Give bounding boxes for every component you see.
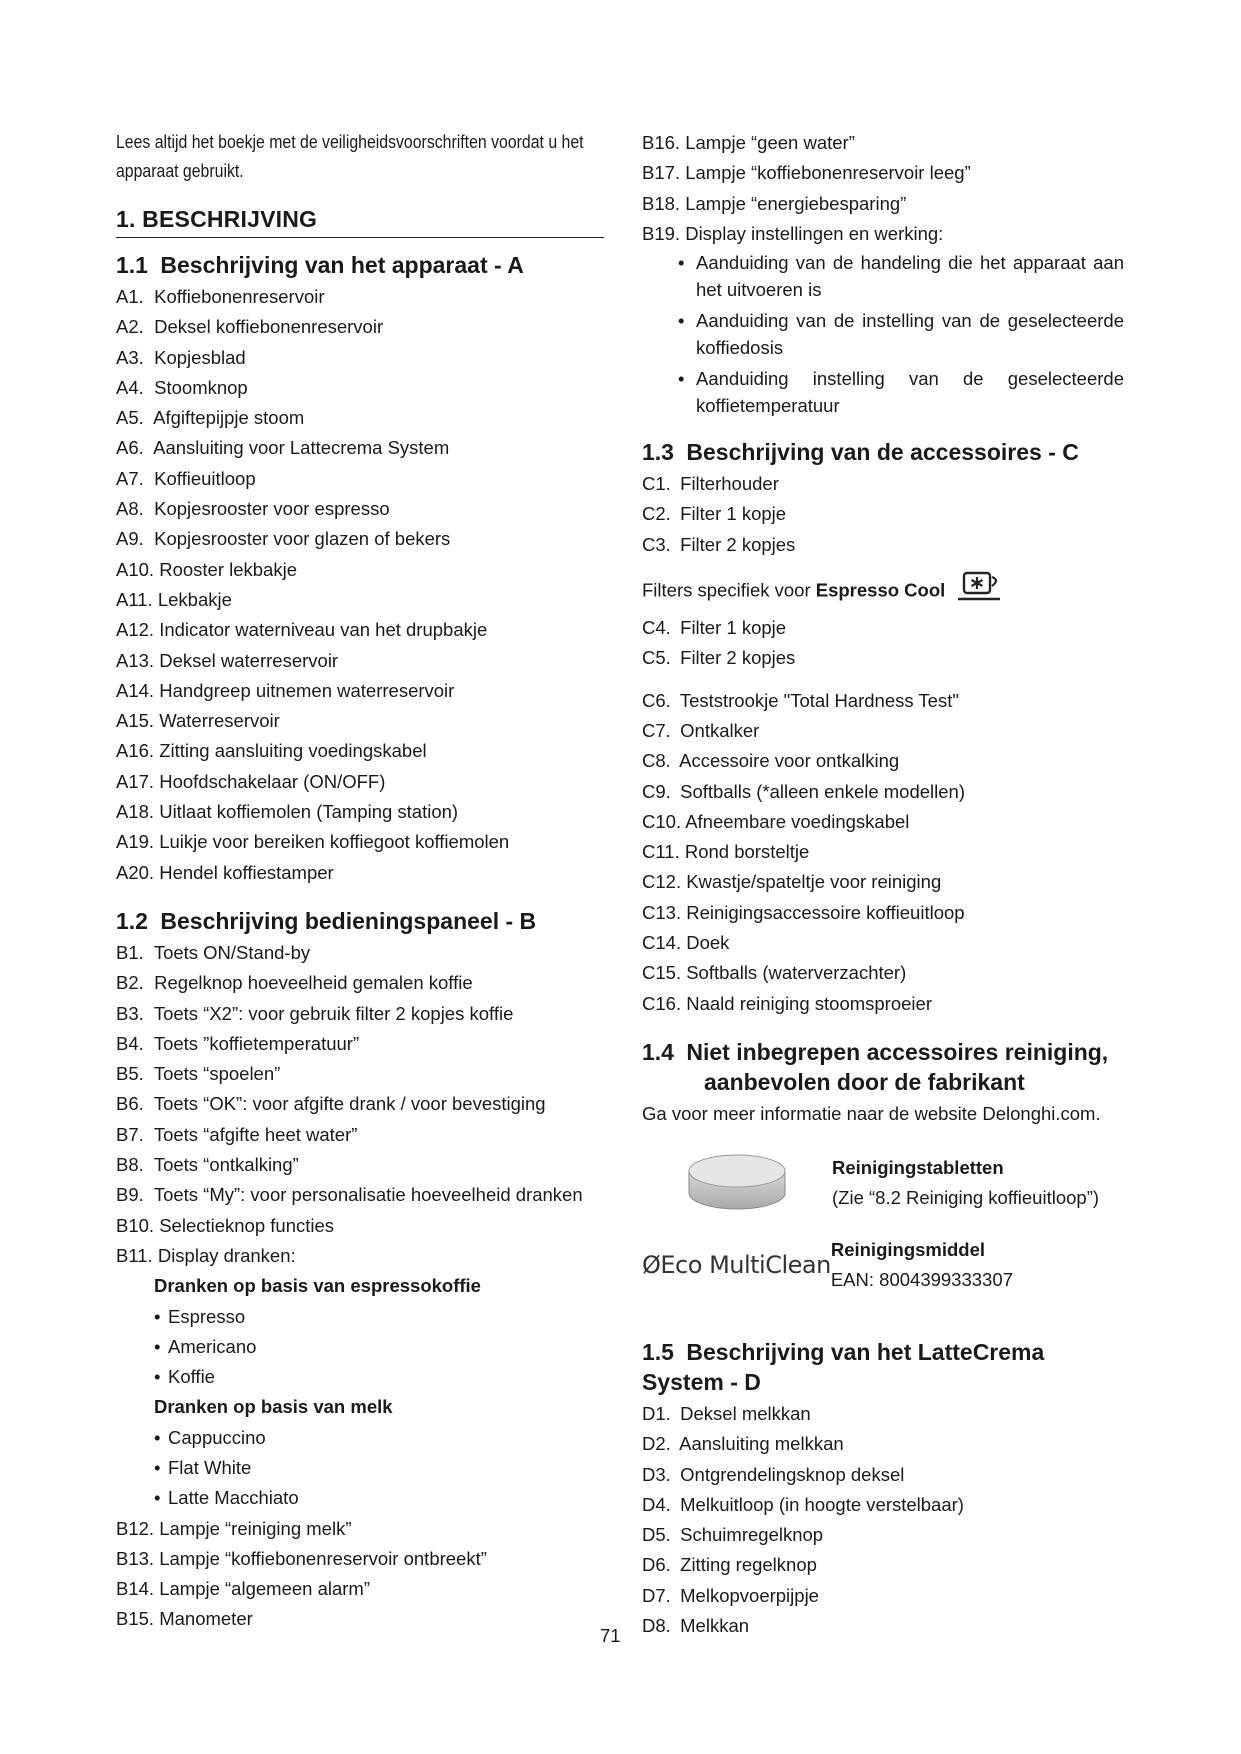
cleaning-tablets-reference: (Zie “8.2 Reiniging koffieuitloop”)	[832, 1186, 1100, 1208]
control-panel-item-text: Toets “spoelen”	[153, 1063, 281, 1085]
control-panel-item-code: B2.	[116, 972, 144, 994]
control-panel-item	[116, 938, 604, 968]
accessory-item	[642, 746, 1124, 776]
accessory-item-text: Ontkalker	[680, 719, 760, 741]
section-1-title: 1. BESCHRIJVING	[116, 206, 604, 238]
appliance-part-item	[116, 585, 604, 615]
appliance-part-item-code: A13.	[116, 649, 155, 671]
appliance-parts-list	[116, 282, 604, 888]
control-panel-item-text: Lampje “reiniging melk”	[159, 1517, 352, 1539]
appliance-part-item-code: A17.	[116, 770, 155, 792]
appliance-part-item-code: A6.	[116, 437, 144, 459]
appliance-part-item-text: Lekbakje	[157, 588, 232, 610]
appliance-part-item-code: A14.	[116, 679, 155, 701]
control-panel-item-text: Display instellingen en werking:	[685, 222, 944, 244]
accessory-item-text: Kwastje/spateltje voor reiniging	[686, 871, 942, 893]
accessory-item	[642, 807, 1124, 837]
appliance-part-item	[116, 858, 604, 888]
control-panel-item-text: Lampje “koffiebonenreservoir ontbreekt”	[159, 1547, 487, 1569]
control-panel-list-right	[642, 128, 1124, 249]
lattecrema-part-item-code: D2.	[642, 1433, 671, 1455]
cleaning-agent-ean: EAN: 8004399333307	[830, 1268, 1013, 1290]
appliance-part-item-text: Handgreep uitnemen waterreservoir	[159, 679, 455, 701]
appliance-part-item-text: Afgiftepijpje stoom	[153, 407, 305, 429]
control-panel-item-code: B12.	[116, 1517, 155, 1539]
milk-drinks-list	[116, 1423, 604, 1514]
accessory-item-code: C16.	[642, 992, 682, 1014]
control-panel-item-code: B5.	[116, 1063, 144, 1085]
control-panel-item	[116, 1514, 604, 1544]
appliance-part-item	[116, 433, 604, 463]
control-panel-item	[116, 1241, 604, 1271]
section-1-3-number: 1.3	[642, 439, 674, 466]
lattecrema-part-item	[642, 1581, 1124, 1611]
control-panel-item-text: Toets “OK”: voor afgifte drank / voor bevestiging	[153, 1093, 546, 1115]
milk-drink: • Cappuccino	[116, 1423, 604, 1453]
section-1-5-title: Beschrijving van het LatteCrema System - D	[642, 1338, 1045, 1395]
lattecrema-part-item-text: Ontgrendelingsknop deksel	[680, 1463, 905, 1485]
appliance-part-item	[116, 524, 604, 554]
espresso-cool-filter-item	[642, 613, 1124, 643]
appliance-part-item	[116, 676, 604, 706]
accessory-item-code: C7.	[642, 719, 671, 741]
control-panel-item-text: Selectieknop functies	[159, 1214, 335, 1236]
appliance-part-item	[116, 646, 604, 676]
control-panel-item-text: Regelknop hoeveelheid gemalen koffie	[154, 972, 473, 994]
appliance-part-item	[116, 797, 604, 827]
accessory-item	[642, 928, 1124, 958]
appliance-part-item	[116, 767, 604, 797]
filters-prefix: Filters specifiek voor	[642, 579, 816, 601]
control-panel-item-code: B17.	[642, 162, 681, 184]
lattecrema-part-item-code: D8.	[642, 1615, 671, 1637]
control-panel-item-code: B8.	[116, 1154, 144, 1176]
espresso-cool-filters-list	[642, 613, 1124, 674]
accessory-item-text: Softballs (*alleen enkele modellen)	[680, 780, 966, 802]
display-setting-bullet: • Aanduiding instelling van de geselecteerde koffietemperatuur	[678, 365, 1124, 419]
more-info-text: Ga voor meer informatie naar de website Delonghi.com.	[642, 1102, 1101, 1124]
appliance-part-item-text: Koffiebonenreservoir	[154, 286, 325, 307]
accessory-item-code: C15.	[642, 962, 682, 984]
accessories-list	[642, 469, 1124, 560]
control-panel-item-code: B4.	[116, 1032, 144, 1054]
appliance-part-item-text: Hendel koffiestamper	[159, 861, 334, 883]
control-panel-item-code: B18.	[642, 192, 681, 214]
appliance-part-item	[116, 494, 604, 524]
control-panel-item	[642, 158, 1124, 188]
right-column	[642, 128, 1124, 1641]
section-1-4-title-line2: aanbevolen door de fabrikant	[704, 1068, 1025, 1095]
lattecrema-part-item-code: D5.	[642, 1524, 671, 1546]
control-panel-item-code: B3.	[116, 1002, 144, 1024]
appliance-part-item-text: Deksel koffiebonenreservoir	[154, 316, 384, 338]
cleaning-tablets-row	[642, 1151, 1124, 1215]
control-panel-item-text: Lampje “energiebesparing”	[685, 192, 907, 214]
accessory-item-code: C8.	[642, 750, 671, 772]
section-1-4-title-line1: Niet inbegrepen accessoires reiniging,	[686, 1038, 1109, 1065]
appliance-part-item-code: A16.	[116, 740, 155, 762]
accessory-item-text: Accessoire voor ontkalking	[679, 750, 900, 772]
lattecrema-part-item	[642, 1399, 1124, 1429]
appliance-part-item-code: A20.	[116, 861, 155, 883]
control-panel-item-code: B7.	[116, 1123, 144, 1145]
appliance-part-item-code: A2.	[116, 316, 144, 338]
appliance-part-item-code: A12.	[116, 619, 155, 641]
appliance-part-item	[116, 736, 604, 766]
lattecrema-part-item-text: Aansluiting melkkan	[679, 1433, 844, 1455]
accessory-item	[642, 898, 1124, 928]
control-panel-item	[116, 1120, 604, 1150]
lattecrema-part-item-text: Schuimregelknop	[680, 1524, 824, 1546]
espresso-cool-icon	[956, 570, 1008, 613]
section-1-4-heading	[642, 1037, 1124, 1097]
appliance-part-item-code: A5.	[116, 407, 144, 429]
control-panel-list-continued	[116, 1514, 604, 1635]
accessory-item	[642, 867, 1124, 897]
appliance-part-item	[116, 555, 604, 585]
appliance-part-item	[116, 403, 604, 433]
milk-drink: • Latte Macchiato	[116, 1483, 604, 1513]
control-panel-item-code: B16.	[642, 132, 681, 153]
lattecrema-part-item-code: D1.	[642, 1402, 671, 1424]
section-1-2-title: Beschrijving bedieningspaneel - B	[160, 907, 537, 934]
accessory-item-code: C10.	[642, 810, 682, 832]
lattecrema-part-item-code: D3.	[642, 1463, 671, 1485]
control-panel-item	[116, 1604, 604, 1634]
control-panel-item	[116, 1089, 604, 1119]
cleaning-tablets-text	[832, 1153, 1099, 1213]
accessory-item-text: Doek	[686, 932, 730, 954]
appliance-part-item-text: Hoofdschakelaar (ON/OFF)	[159, 770, 386, 792]
accessories-list-continued	[642, 686, 1124, 1019]
espresso-cool-filter-item-code: C5.	[642, 647, 671, 669]
appliance-part-item-code: A4.	[116, 376, 144, 398]
control-panel-item-code: B19.	[642, 222, 681, 244]
control-panel-item-text: Manometer	[159, 1608, 253, 1630]
appliance-part-item	[116, 706, 604, 736]
milk-drinks-heading: Dranken op basis van melk	[154, 1396, 393, 1418]
appliance-part-item	[116, 312, 604, 342]
control-panel-item-text: Display dranken:	[157, 1244, 296, 1266]
appliance-part-item-code: A3.	[116, 346, 144, 368]
accessory-item-code: C6.	[642, 689, 671, 711]
appliance-part-item-code: A9.	[116, 528, 144, 550]
control-panel-item	[116, 1029, 604, 1059]
espresso-drink: • Americano	[116, 1332, 604, 1362]
appliance-part-item-text: Kopjesblad	[154, 346, 246, 368]
control-panel-item-code: B15.	[116, 1608, 155, 1630]
control-panel-item	[642, 219, 1124, 249]
accessory-item-text: Reinigingsaccessoire koffieuitloop	[686, 901, 965, 923]
appliance-part-item-code: A19.	[116, 831, 155, 853]
display-setting-bullet: • Aanduiding van de instelling van de geselecteerde koffiedosis	[678, 307, 1124, 361]
espresso-drinks-heading: Dranken op basis van espressokoffie	[154, 1275, 481, 1297]
appliance-part-item-text: Uitlaat koffiemolen (Tamping station)	[159, 801, 459, 823]
control-panel-item-code: B6.	[116, 1093, 144, 1115]
lattecrema-part-item-code: D4.	[642, 1493, 671, 1515]
accessory-item-text: Filterhouder	[680, 473, 779, 495]
control-panel-item	[642, 189, 1124, 219]
control-panel-item-text: Lampje “algemeen alarm”	[159, 1578, 370, 1600]
appliance-part-item-code: A18.	[116, 801, 155, 823]
section-1-1-number: 1.1	[116, 252, 148, 278]
accessory-item-code: C3.	[642, 533, 671, 555]
accessory-item-code: C11.	[642, 841, 680, 863]
espresso-cool-filter-item	[642, 643, 1124, 673]
control-panel-item-code: B9.	[116, 1184, 144, 1206]
control-panel-item	[116, 1150, 604, 1180]
control-panel-item-code: B13.	[116, 1547, 155, 1569]
section-1-4-number: 1.4	[642, 1038, 674, 1065]
lattecrema-part-item	[642, 1490, 1124, 1520]
appliance-part-item-text: Rooster lekbakje	[159, 558, 297, 580]
espresso-cool-label: Espresso Cool	[815, 579, 946, 601]
espresso-cool-filter-item-text: Filter 2 kopjes	[680, 647, 796, 669]
appliance-part-item	[116, 282, 604, 312]
appliance-part-item	[116, 343, 604, 373]
accessory-item-code: C12.	[642, 871, 682, 893]
section-1-5-number: 1.5	[642, 1338, 674, 1365]
control-panel-item-text: Toets “ontkalking”	[153, 1154, 299, 1176]
control-panel-item-text: Lampje “geen water”	[685, 132, 855, 153]
lattecrema-part-item-text: Melkkan	[680, 1615, 750, 1637]
appliance-part-item-code: A1.	[116, 286, 144, 307]
accessory-item-text: Rond borsteltje	[684, 841, 810, 863]
accessory-item-text: Softballs (waterverzachter)	[686, 962, 907, 984]
accessory-item-code: C1.	[642, 473, 671, 495]
appliance-part-item-text: Luikje voor bereiken koffiegoot koffiemolen	[159, 831, 510, 853]
appliance-part-item-code: A11.	[116, 588, 153, 610]
accessory-item	[642, 777, 1124, 807]
section-1-5-heading	[642, 1337, 1124, 1397]
control-panel-item-text: Lampje “koffiebonenreservoir leeg”	[685, 162, 971, 184]
control-panel-item-code: B11.	[116, 1244, 153, 1266]
accessory-item	[642, 686, 1124, 716]
espresso-drink: • Koffie	[116, 1362, 604, 1392]
espresso-cool-filter-item-code: C4.	[642, 617, 671, 639]
accessory-item-text: Filter 1 kopje	[680, 503, 787, 525]
lattecrema-part-item	[642, 1429, 1124, 1459]
appliance-part-item	[116, 615, 604, 645]
lattecrema-part-item-code: D7.	[642, 1584, 671, 1606]
accessory-item	[642, 530, 1124, 560]
lattecrema-part-item-text: Zitting regelknop	[680, 1554, 817, 1576]
page-number: 71	[600, 1625, 621, 1646]
accessory-item	[642, 469, 1124, 499]
appliance-part-item-text: Stoomknop	[154, 376, 248, 398]
appliance-part-item	[116, 827, 604, 857]
section-1-2-heading	[116, 906, 604, 936]
accessory-item-code: C13.	[642, 901, 682, 923]
control-panel-item	[116, 1059, 604, 1089]
lattecrema-part-item-code: D6.	[642, 1554, 671, 1576]
intro-text: Lees altijd het boekje met de veiligheidsvoorschriften voordat u het apparaat gebruikt.	[116, 132, 584, 181]
accessory-item-code: C9.	[642, 780, 671, 802]
control-panel-item-code: B10.	[116, 1214, 155, 1236]
control-panel-item	[116, 1211, 604, 1241]
accessory-item	[642, 837, 1124, 867]
accessory-item	[642, 989, 1124, 1019]
appliance-part-item-code: A15.	[116, 710, 155, 732]
cleaning-tablets-title: Reinigingstabletten	[832, 1156, 1004, 1178]
control-panel-item	[116, 1544, 604, 1574]
control-panel-list	[116, 938, 604, 1271]
lattecrema-part-item	[642, 1550, 1124, 1580]
display-settings-bullets	[642, 249, 1124, 419]
appliance-part-item-text: Aansluiting voor Lattecrema System	[153, 437, 450, 459]
control-panel-item	[116, 968, 604, 998]
appliance-part-item-text: Deksel waterreservoir	[159, 649, 339, 671]
espresso-cool-filter-item-text: Filter 1 kopje	[680, 617, 787, 639]
lattecrema-part-item-text: Melkuitloop (in hoogte verstelbaar)	[680, 1493, 964, 1515]
section-1-1-title: Beschrijving van het apparaat - A	[160, 252, 524, 278]
control-panel-item-code: B1.	[116, 941, 144, 963]
control-panel-item-text: Toets “afgifte heet water”	[153, 1123, 358, 1145]
cleaning-agent-text	[831, 1235, 1013, 1295]
lattecrema-part-item	[642, 1520, 1124, 1550]
lattecrema-part-item-text: Melkopvoerpijpje	[680, 1584, 819, 1606]
display-setting-bullet: • Aanduiding van de handeling die het apparaat aan het uitvoeren is	[678, 249, 1124, 303]
lattecrema-parts-list	[642, 1399, 1124, 1641]
appliance-part-item	[116, 373, 604, 403]
control-panel-item	[116, 1180, 604, 1210]
control-panel-item	[116, 1574, 604, 1604]
appliance-part-item-text: Waterreservoir	[159, 710, 280, 732]
eco-multiclean-logo-text: ØEco MultiClean	[642, 1250, 831, 1279]
section-1-3-title: Beschrijving van de accessoires - C	[686, 439, 1079, 466]
accessory-item-text: Filter 2 kopjes	[680, 533, 796, 555]
control-panel-item-text: Toets “X2”: voor gebruik filter 2 kopjes koffie	[153, 1002, 514, 1024]
control-panel-item-text: Toets “My”: voor personalisatie hoeveelheid dranken	[153, 1184, 583, 1206]
appliance-part-item-code: A8.	[116, 498, 144, 520]
appliance-part-item-text: Kopjesrooster voor glazen of bekers	[154, 528, 451, 550]
appliance-part-item-code: A7.	[116, 467, 144, 489]
appliance-part-item-text: Koffieuitloop	[154, 467, 256, 489]
appliance-part-item-text: Kopjesrooster voor espresso	[154, 498, 390, 520]
accessory-item	[642, 716, 1124, 746]
accessory-item-text: Afneembare voedingskabel	[685, 810, 910, 832]
lattecrema-part-item	[642, 1611, 1124, 1641]
accessory-item-code: C14.	[642, 932, 682, 954]
lattecrema-part-item	[642, 1460, 1124, 1490]
accessory-item	[642, 958, 1124, 988]
control-panel-item-text: Toets ON/Stand-by	[153, 941, 311, 963]
milk-drink: • Flat White	[116, 1453, 604, 1483]
cleaning-tablet-image	[642, 1151, 832, 1215]
appliance-part-item-text: Indicator waterniveau van het drupbakje	[159, 619, 488, 641]
cleaning-agent-row	[642, 1235, 1124, 1295]
appliance-part-item-code: A10.	[116, 558, 155, 580]
espresso-cool-filters-line	[642, 570, 1124, 613]
control-panel-item-text: Toets ”koffietemperatuur”	[153, 1032, 360, 1054]
eco-multiclean-logo	[642, 1251, 831, 1279]
espresso-drink: • Espresso	[116, 1302, 604, 1332]
control-panel-item-code: B14.	[116, 1578, 155, 1600]
appliance-part-item-text: Zitting aansluiting voedingskabel	[159, 740, 427, 762]
section-1-1-heading	[116, 250, 604, 280]
accessory-item-text: Teststrookje "Total Hardness Test"	[679, 689, 959, 711]
control-panel-item	[116, 999, 604, 1029]
cleaning-agent-title: Reinigingsmiddel	[830, 1238, 986, 1260]
control-panel-item	[642, 128, 1124, 158]
section-1-3-heading	[642, 437, 1124, 467]
section-1-2-number: 1.2	[116, 907, 148, 934]
accessory-item	[642, 499, 1124, 529]
espresso-drinks-list	[116, 1302, 604, 1393]
appliance-part-item	[116, 464, 604, 494]
accessory-item-text: Naald reiniging stoomsproeier	[686, 992, 932, 1014]
lattecrema-part-item-text: Deksel melkkan	[680, 1402, 811, 1424]
accessory-item-code: C2.	[642, 503, 671, 525]
left-column	[116, 128, 604, 1635]
